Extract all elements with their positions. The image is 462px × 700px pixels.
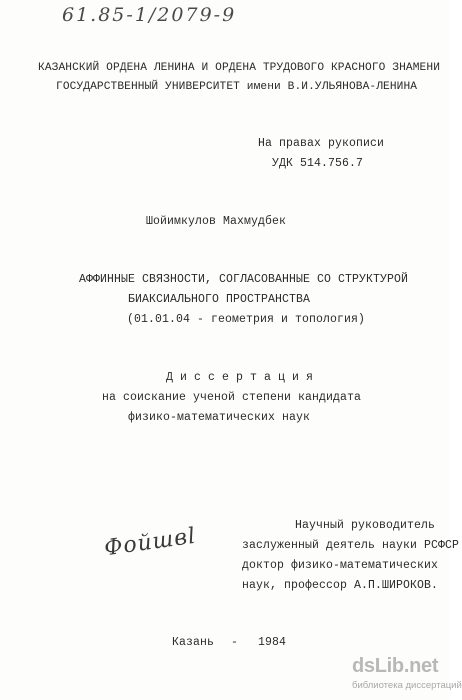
year: 1984 bbox=[258, 636, 287, 649]
university-line-2: ГОСУДАРСТВЕННЫЙ УНИВЕРСИТЕТ имени В.И.УЛЬЯНОВА-ЛЕНИНА bbox=[56, 81, 418, 93]
supervisor-label: Научный руководитель bbox=[295, 519, 436, 532]
thesis-title-line-2: БИАКСИАЛЬНОГО ПРОСТРАНСТВА bbox=[128, 293, 311, 306]
degree-line: на соискание ученой степени кандидата bbox=[102, 391, 362, 404]
city: Казань bbox=[172, 636, 215, 649]
university-line-1: КАЗАНСКИЙ ОРДЕНА ЛЕНИНА И ОРДЕНА ТРУДОВОГО КРАСНОГО ЗНАМЕНИ bbox=[38, 62, 441, 74]
thesis-title-line-1: АФФИННЫЕ СВЯЗНОСТИ, СОГЛАСОВАННЫЕ СО СТРУКТУРОЙ bbox=[79, 273, 409, 286]
udc-code: УДК 514.756.7 bbox=[272, 157, 364, 170]
supervisor-name: наук, профессор А.П.ШИРОКОВ. bbox=[242, 579, 439, 592]
handwritten-signature: Фойшвl bbox=[102, 523, 198, 562]
author-name: Шойимкулов Махмудбек bbox=[146, 215, 287, 228]
city-year-dash: - bbox=[231, 636, 239, 649]
watermark-logo: dsLib.net bbox=[352, 655, 439, 677]
degree-field: физико-математических наук bbox=[128, 411, 311, 424]
supervisor-honorary-title: заслуженный деятель науки РСФСР bbox=[242, 539, 460, 552]
supervisor-degree: доктор физико-математических bbox=[242, 559, 439, 572]
rights-reserved-label: На правах рукописи bbox=[258, 137, 385, 150]
watermark-caption: библиотека диссертаций bbox=[352, 680, 462, 691]
watermark bbox=[352, 655, 462, 691]
specialty-code: (01.01.04 - геометрия и топология) bbox=[127, 313, 366, 326]
dissertation-heading: Д и с с е р т а ц и я bbox=[166, 371, 314, 384]
library-stamp: 61.85-1/2079-9 bbox=[62, 4, 237, 26]
